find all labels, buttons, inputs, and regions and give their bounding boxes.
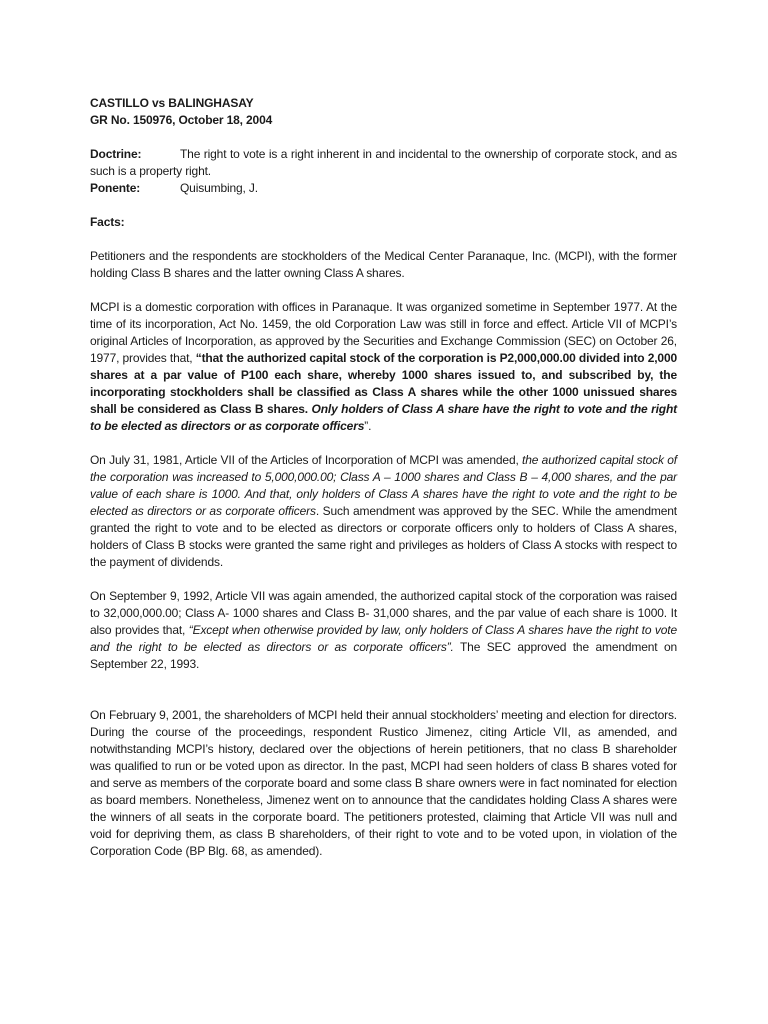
ponente-text: Quisumbing, J. — [180, 181, 258, 195]
facts-paragraph-5: On February 9, 2001, the shareholders of MCPI held their annual stockholders’ meeting and election for directors. During the course of the proceedings, respondent Rustico Jimenez, citing Article VII, as amended, and notwithstanding MCPI’s history, declared over the objections of herein petitioners, that no class B shareholder was qualified to run or be voted upon as director. In the past, MCPI had seen holders of class B shares voted for and serve as members of the corporate board and some class B share owners were in fact nominated for election as board members. Nonetheless, Jimenez went on to announce that the candidates holding Class A shares were the winners of all seats in the corporate board. The petitioners protested, claiming that Article VII was null and void for depriving them, as class B shareholders, of their right to vote and to be voted upon, in violation of the Corporation Code (BP Blg. 68, as amended). — [90, 708, 677, 858]
facts-paragraph-3 — [90, 452, 677, 571]
p3-italic-quote: the authorized capital stock of the corporation was increased to 5,000,000.00; Class A – 1000 shares and Class B – 4,000 shares, and the par value of each share is 1000. And that, only holders of Class A shares have the right to vote and the right to be elected as directors or as corporate officers — [90, 453, 677, 518]
doctrine-paragraph — [90, 146, 677, 180]
p2-bold-quote: “that the authorized capital stock of the corporation is P2,000,000.00 divided into 2,000 shares at a par value of P100 each share, whereby 1000 shares issued to, and subscribed by, the incorporating stockholders shall be classified as Class A shares while the other 1000 unissued shares shall be considered as Class B shares. — [90, 351, 677, 416]
case-title: CASTILLO vs BALINGHASAY — [90, 96, 254, 110]
gr-number-line: GR No. 150976, October 18, 2004 — [90, 113, 273, 127]
ponente-label: Ponente: — [90, 181, 141, 195]
p4-plain-text-2: The SEC approved the amendment on September 22, 1993. — [90, 640, 677, 671]
p3-plain-text-1: On July 31, 1981, Article VII of the Articles of Incorporation of MCPI was amended, — [90, 453, 523, 467]
facts-heading: Facts: — [90, 215, 125, 229]
p2-closing: ”. — [364, 419, 372, 433]
p4-italic-quote: “Except when otherwise provided by law, only holders of Class A shares have the right to vote and the right to be elected as directors or as corporate officers”. — [90, 623, 677, 654]
doctrine-text: The right to vote is a right inherent in and incidental to the ownership of corporate stock, and as such is a property right. — [90, 147, 677, 178]
facts-paragraph-1: Petitioners and the respondents are stockholders of the Medical Center Paranaque, Inc. (MCPI), with the former holding Class B shares and the latter owning Class A shares. — [90, 249, 677, 280]
p2-bold-italic-quote: Only holders of Class A share have the right to vote and the right to be elected as directors or as corporate officers — [90, 402, 678, 433]
p4-plain-text-1: On September 9, 1992, Article VII was again amended, the authorized capital stock of the corporation was raised to 32,000,000.00; Class A- 1000 shares and Class B- 31,000 shares, and the par value of each share is 1000. It also provides that, — [90, 589, 677, 637]
facts-paragraph-2 — [90, 299, 677, 435]
ponente-line — [90, 180, 677, 197]
facts-paragraph-4 — [90, 588, 677, 673]
p2-plain-text: MCPI is a domestic corporation with offices in Paranaque. It was organized sometime in September 1977. At the time of its incorporation, Act No. 1459, the old Corporation Law was still in force and effect. Article VII of MCPI’s original Articles of Incorporation, as approved by the Securities and Exchange Commission (SEC) on October 26, 1977, provides that, — [90, 300, 677, 365]
doctrine-label: Doctrine: — [90, 147, 142, 161]
document-page — [90, 95, 677, 860]
p3-plain-text-2: . Such amendment was approved by the SEC. While the amendment granted the right to vote and to be elected as directors or corporate officers only to holders of Class A shares, holders of Class B stocks were granted the same right and privileges as holders of Class A stocks with respect to the payment of dividends. — [90, 504, 677, 569]
